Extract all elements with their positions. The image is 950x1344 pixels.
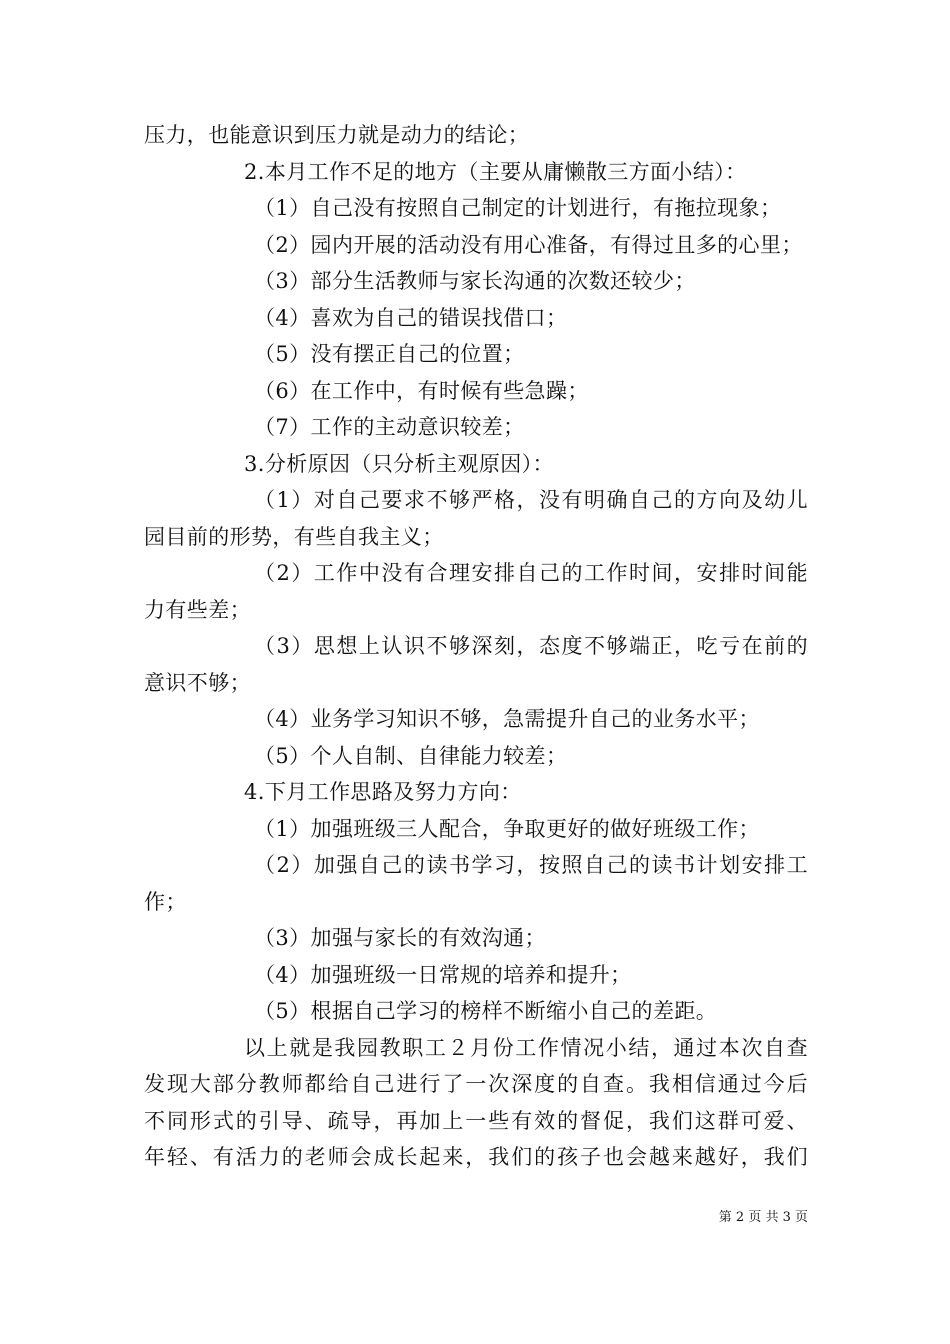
list-item: （2）园内开展的活动没有用心准备，有得过且多的心里； [254,232,803,257]
list-item: （7）工作的主动意识较差； [254,415,525,439]
list-item: （3）部分生活教师与家长沟通的次数还较少； [254,269,696,293]
list-item: （3）加强与家长的有效沟通； [254,926,546,950]
list-item: （5）个人自制、自律能力较差； [254,743,568,768]
list-item: （4）加强班级一日常规的培养和提升； [254,962,632,987]
summary-paragraph-line: 年轻、有活力的老师会成长起来，我们的孩子也会越来越好，我们 [144,1145,808,1169]
list-item: （1）对自己要求不够严格，没有明确自己的方向及幼儿 [254,488,808,512]
summary-paragraph-line: 发现大部分教师都给自己进行了一次深度的自查。我相信通过今后 [144,1072,808,1096]
list-item: （1）加强班级三人配合，争取更好的做好班级工作； [254,816,760,841]
list-item-continuation: 作； [144,889,187,914]
section-heading-3: 3.分析原因（只分析主观原因）： [244,451,554,476]
list-item: （1）自己没有按照自己制定的计划进行，有拖拉现象； [254,196,782,220]
document-body [144,117,808,1176]
list-item: （5）没有摆正自己的位置； [254,342,525,366]
list-item: （6）在工作中，有时候有些急躁； [254,378,589,403]
list-item-continuation: 意识不够； [144,670,251,695]
summary-paragraph-line: 不同形式的引导、疏导，再加上一些有效的督促，我们这群可爱、 [144,1108,808,1133]
list-item-continuation: 园目前的形势，有些自我主义； [144,524,444,549]
text-line: 压力，也能意识到压力就是动力的结论； [144,123,530,147]
list-item: （2）工作中没有合理安排自己的工作时间，安排时间能 [254,561,808,585]
list-item: （5）根据自己学习的榜样不断缩小自己的差距。 [254,999,718,1023]
summary-paragraph-line: 以上就是我园教职工２月份工作情况小结，通过本次自查 [244,1035,808,1060]
list-item: （4）业务学习知识不够，急需提升自己的业务水平； [254,707,760,731]
list-item: （4）喜欢为自己的错误找借口； [254,305,568,330]
list-item: （3）思想上认识不够深刻，态度不够端正，吃亏在前的 [254,634,808,658]
section-heading-4: 4.下月工作思路及努力方向： [244,780,522,804]
page-number-footer: 第 2 页 共 3 页 [718,1210,808,1225]
list-item: （2）加强自己的读书学习，按照自己的读书计划安排工 [254,853,808,877]
section-heading-2: 2.本月工作不足的地方（主要从庸懒散三方面小结）： [244,159,747,184]
list-item-continuation: 力有些差； [144,597,251,622]
